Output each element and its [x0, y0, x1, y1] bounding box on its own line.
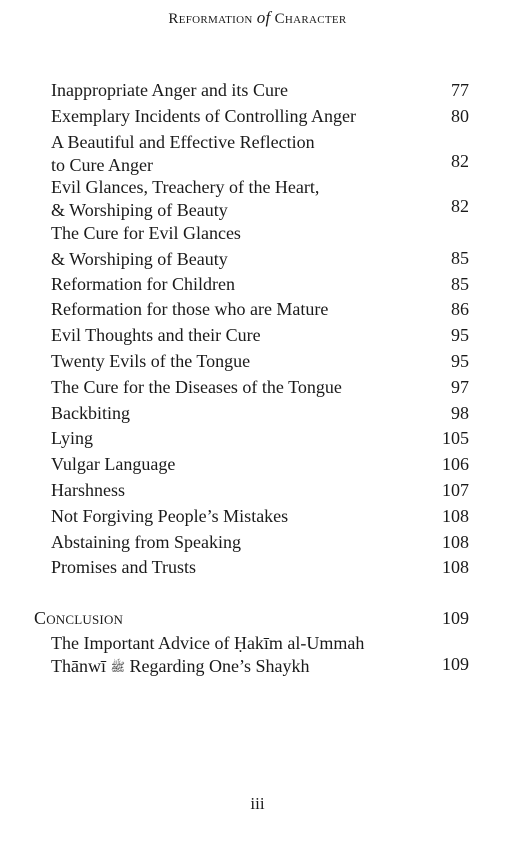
- toc-entry-page: 85: [451, 247, 469, 268]
- toc-entry-page: 80: [451, 105, 469, 126]
- toc-entry-title: Twenty Evils of the Tongue: [51, 350, 251, 371]
- toc-section-page: 109: [442, 608, 469, 628]
- toc-entry-page: 82: [451, 150, 469, 171]
- toc-entry-title-line-1: A Beautiful and Effective Reflection: [51, 131, 315, 152]
- toc-entry-title: Harshness: [51, 479, 125, 500]
- toc-entry-title: Vulgar Language: [51, 454, 176, 475]
- toc-entry-title: [51, 131, 315, 177]
- toc-entry-title-line-2-start: Thānwī: [51, 656, 106, 676]
- toc-entry: [0, 530, 515, 556]
- toc-entry: [0, 104, 515, 130]
- toc-entry-page: 108: [442, 557, 469, 578]
- toc-entry-title-line-1: The Cure for Evil Glances: [51, 222, 241, 243]
- toc-entry-page: 77: [451, 80, 469, 100]
- toc-entry-page: 95: [451, 325, 469, 346]
- toc-entry-title: [51, 220, 241, 272]
- toc-entry-page: 106: [442, 454, 469, 475]
- toc-entry-title: Reformation for Children: [51, 273, 235, 294]
- toc-entry-title: Lying: [51, 428, 94, 449]
- toc-entry-title: Reformation for those who are Mature: [51, 299, 329, 320]
- header-connector: of: [256, 8, 271, 27]
- toc-section-title: Conclusion: [34, 608, 124, 628]
- running-header: [0, 8, 515, 28]
- toc-entry-title-line-2: & Worshiping of Beauty: [51, 199, 228, 220]
- toc-entry: [0, 452, 515, 478]
- toc-entry-page: 82: [451, 195, 469, 216]
- header-word-1: Reformation: [168, 11, 253, 27]
- toc-entry: [0, 478, 515, 504]
- toc-entry-title-line-2-end: Regarding One’s Shaykh: [129, 656, 310, 676]
- toc-entry-page: 108: [442, 505, 469, 526]
- toc-entry-page: 95: [451, 350, 469, 371]
- toc-entry: [0, 175, 515, 220]
- toc-entry: [0, 504, 515, 530]
- toc-section-conclusion: [0, 605, 515, 631]
- toc-entry-title: [51, 632, 364, 679]
- toc-entry: [0, 130, 515, 175]
- toc-entry-page: 107: [442, 479, 469, 500]
- toc-entry-title: The Cure for the Diseases of the Tongue: [51, 376, 342, 397]
- toc-entry-title-line-1: Evil Glances, Treachery of the Heart,: [51, 176, 320, 197]
- toc-entry-title: Inappropriate Anger and its Cure: [51, 80, 288, 100]
- toc-entry-page: 97: [451, 376, 469, 397]
- toc-entry-title-line-1: The Important Advice of Ḥakīm al-Ummah: [51, 633, 365, 653]
- table-of-contents: [0, 78, 515, 581]
- toc-entry-page: 108: [442, 531, 469, 552]
- toc-entry: [0, 78, 515, 104]
- toc-entry-title-line-2: to Cure Anger: [51, 154, 153, 175]
- honorific-glyph: ﷺ: [110, 660, 125, 674]
- toc-entry: [0, 272, 515, 298]
- toc-entry-title: Evil Thoughts and their Cure: [51, 325, 261, 346]
- page-number: iii: [250, 794, 265, 813]
- toc-entry-page: 98: [451, 402, 469, 423]
- toc-entry-title-line-2: & Worshiping of Beauty: [51, 248, 228, 269]
- toc-entry-title: Exemplary Incidents of Controlling Anger: [51, 105, 356, 126]
- toc-entry: [0, 631, 515, 679]
- toc-entry: [0, 555, 515, 581]
- toc-entry: [0, 297, 515, 323]
- toc-entry: [0, 349, 515, 375]
- toc-entry: [0, 220, 515, 272]
- toc-entry: [0, 323, 515, 349]
- toc-entry: [0, 426, 515, 452]
- toc-entry-page: 109: [442, 654, 469, 674]
- header-word-2: Character: [274, 11, 347, 27]
- toc-entry-page: 85: [451, 273, 469, 294]
- toc-entry-title: Backbiting: [51, 402, 130, 423]
- toc-entry-title: Not Forgiving People’s Mistakes: [51, 505, 289, 526]
- toc-entry-title: [51, 176, 319, 222]
- toc-entry-title: Abstaining from Speaking: [51, 531, 241, 552]
- toc-entry-page: 86: [451, 299, 469, 320]
- toc-entry: [0, 375, 515, 401]
- toc-entry: [0, 401, 515, 427]
- toc-entry-title: Promises and Trusts: [51, 557, 197, 578]
- toc-entry-page: 105: [442, 428, 469, 449]
